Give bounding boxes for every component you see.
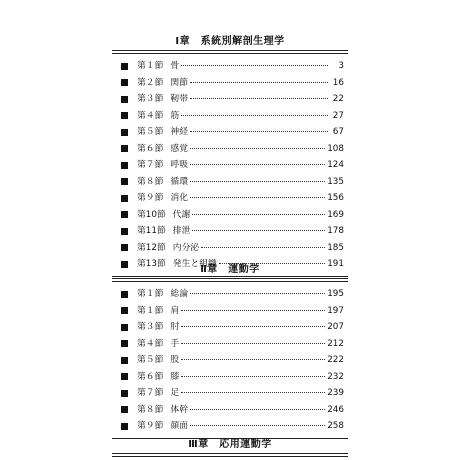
square-bullet-icon: [121, 244, 128, 251]
section-title: 足: [170, 388, 180, 398]
square-bullet-icon: [121, 112, 128, 119]
section-title: 手: [170, 338, 180, 349]
square-bullet-icon: [121, 178, 128, 185]
section-title: 循環: [170, 176, 189, 187]
page-number: 191: [327, 259, 344, 269]
section-number: 第４節: [137, 338, 164, 349]
square-bullet-icon: [121, 195, 128, 202]
section-number: 第６節: [137, 143, 164, 154]
page-number: 135: [327, 176, 344, 187]
page-number: 197: [327, 305, 344, 316]
chapter-1: [112, 35, 348, 277]
dot-leader: [190, 131, 328, 132]
section-number: 第１節: [137, 289, 164, 299]
dot-leader: [190, 409, 325, 410]
square-bullet-icon: [121, 211, 128, 218]
toc-entry[interactable]: [112, 58, 348, 75]
square-bullet-icon: [121, 145, 128, 152]
section-title: 筋: [170, 110, 180, 121]
square-bullet-icon: [121, 324, 128, 331]
section-title: 感覚: [170, 143, 189, 154]
page-number: 156: [327, 193, 344, 203]
section-title: 内分泌: [172, 242, 200, 253]
toc-entry[interactable]: [112, 223, 348, 240]
chapter-3: [112, 438, 348, 457]
toc-entry[interactable]: [112, 352, 348, 369]
section-title: 肘: [170, 322, 180, 332]
toc-entry[interactable]: [112, 369, 348, 386]
page-number: 239: [327, 388, 344, 398]
page-number: 212: [327, 338, 344, 349]
section-title: 関節: [170, 77, 189, 88]
dot-leader: [181, 310, 325, 311]
section-number: 第７節: [137, 388, 164, 398]
dot-leader: [190, 181, 325, 182]
dot-leader: [190, 164, 325, 165]
section-number: 第10節: [137, 209, 166, 220]
toc-entry[interactable]: [112, 91, 348, 108]
toc-list: [112, 286, 348, 435]
page-number: 3: [338, 61, 344, 71]
page-number: 232: [327, 371, 344, 382]
section-number: 第２節: [137, 77, 164, 88]
section-number: 第８節: [137, 404, 164, 415]
square-bullet-icon: [121, 162, 128, 169]
dot-leader: [190, 293, 325, 294]
dot-leader: [181, 376, 325, 377]
dot-leader: [181, 65, 328, 66]
title-rule: [112, 278, 348, 282]
square-bullet-icon: [121, 79, 128, 86]
square-bullet-icon: [121, 129, 128, 136]
section-number: 第３節: [137, 322, 164, 332]
toc-entry[interactable]: [112, 141, 348, 158]
page-number: 222: [327, 355, 344, 365]
chapter-title: Ⅲ章 応用運動学: [188, 439, 272, 450]
page-number: 108: [327, 143, 344, 154]
page-number: 27: [332, 110, 344, 121]
dot-leader: [192, 214, 325, 215]
section-number: 第５節: [137, 355, 164, 365]
section-title: 顔面: [170, 421, 189, 431]
page-number: 124: [327, 160, 344, 170]
page-number: 258: [327, 421, 344, 431]
page-number: 195: [327, 289, 344, 299]
square-bullet-icon: [121, 307, 128, 314]
page-number: 22: [332, 94, 344, 104]
chapter-title: Ⅱ章 運動学: [200, 264, 260, 275]
square-bullet-icon: [121, 96, 128, 103]
toc-entry[interactable]: [112, 108, 348, 125]
square-bullet-icon: [121, 390, 128, 397]
page-number: 207: [327, 322, 344, 332]
section-title: 神経: [170, 127, 189, 137]
square-bullet-icon: [121, 340, 128, 347]
toc-entry[interactable]: [112, 385, 348, 402]
section-number: 第５節: [137, 127, 164, 137]
section-number: 第13節: [137, 259, 166, 269]
section-title: 排泄: [172, 226, 191, 236]
square-bullet-icon: [121, 357, 128, 364]
section-title: 膝: [170, 371, 180, 382]
toc-entry[interactable]: [112, 190, 348, 207]
toc-entry[interactable]: [112, 319, 348, 336]
toc-entry[interactable]: [112, 157, 348, 174]
dot-leader: [181, 326, 325, 327]
dot-leader: [181, 115, 328, 116]
square-bullet-icon: [121, 373, 128, 380]
toc-entry[interactable]: [112, 303, 348, 320]
toc-list: [112, 58, 348, 273]
dot-leader: [190, 82, 328, 83]
chapter-title: Ⅰ章 系統別解剖生理学: [175, 36, 285, 47]
toc-entry[interactable]: [112, 286, 348, 303]
dot-leader: [190, 197, 325, 198]
section-title: 代謝: [172, 209, 191, 220]
section-number: 第６節: [137, 371, 164, 382]
square-bullet-icon: [121, 406, 128, 413]
square-bullet-icon: [121, 228, 128, 235]
section-title: 靭帯: [170, 94, 189, 104]
toc-entry[interactable]: [112, 336, 348, 353]
section-number: 第11節: [137, 226, 166, 236]
toc-entry[interactable]: [112, 75, 348, 92]
dot-leader: [190, 425, 325, 426]
square-bullet-icon: [121, 63, 128, 70]
toc-entry[interactable]: [112, 207, 348, 224]
section-number: 第１節: [137, 305, 164, 316]
square-bullet-icon: [121, 291, 128, 298]
section-title: 肩: [170, 305, 180, 316]
section-number: 第８節: [137, 176, 164, 187]
section-number: 第９節: [137, 421, 164, 431]
section-number: 第４節: [137, 110, 164, 121]
dot-leader: [190, 98, 328, 99]
section-title: 発生と組織: [172, 259, 217, 269]
section-title: 股: [170, 355, 180, 365]
page-number: 178: [327, 226, 344, 236]
title-rule: [112, 453, 348, 457]
chapter-2: [112, 263, 348, 439]
section-title: 骨: [170, 61, 180, 71]
section-title: 総論: [170, 289, 189, 299]
dot-leader: [181, 343, 325, 344]
section-number: 第７節: [137, 160, 164, 170]
page-number: 169: [327, 209, 344, 220]
page-number: 185: [327, 242, 344, 253]
toc-entry[interactable]: [112, 240, 348, 257]
title-rule: [112, 50, 348, 54]
toc-entry[interactable]: [112, 418, 348, 435]
section-number: 第１節: [137, 61, 164, 71]
section-title: 体幹: [170, 404, 189, 415]
dot-leader: [181, 359, 325, 360]
page-number: 16: [332, 77, 344, 88]
page-number: 67: [332, 127, 344, 137]
page-number: 246: [327, 404, 344, 415]
dot-leader: [181, 392, 325, 393]
section-number: 第12節: [137, 242, 166, 253]
toc-entry[interactable]: [112, 402, 348, 419]
toc-entry[interactable]: [112, 124, 348, 141]
section-number: 第９節: [137, 193, 164, 203]
square-bullet-icon: [121, 423, 128, 430]
toc-entry[interactable]: [112, 174, 348, 191]
dot-leader: [201, 247, 325, 248]
section-title: 呼吸: [170, 160, 189, 170]
section-number: 第３節: [137, 94, 164, 104]
dot-leader: [192, 230, 325, 231]
section-title: 消化: [170, 193, 189, 203]
dot-leader: [190, 148, 325, 149]
